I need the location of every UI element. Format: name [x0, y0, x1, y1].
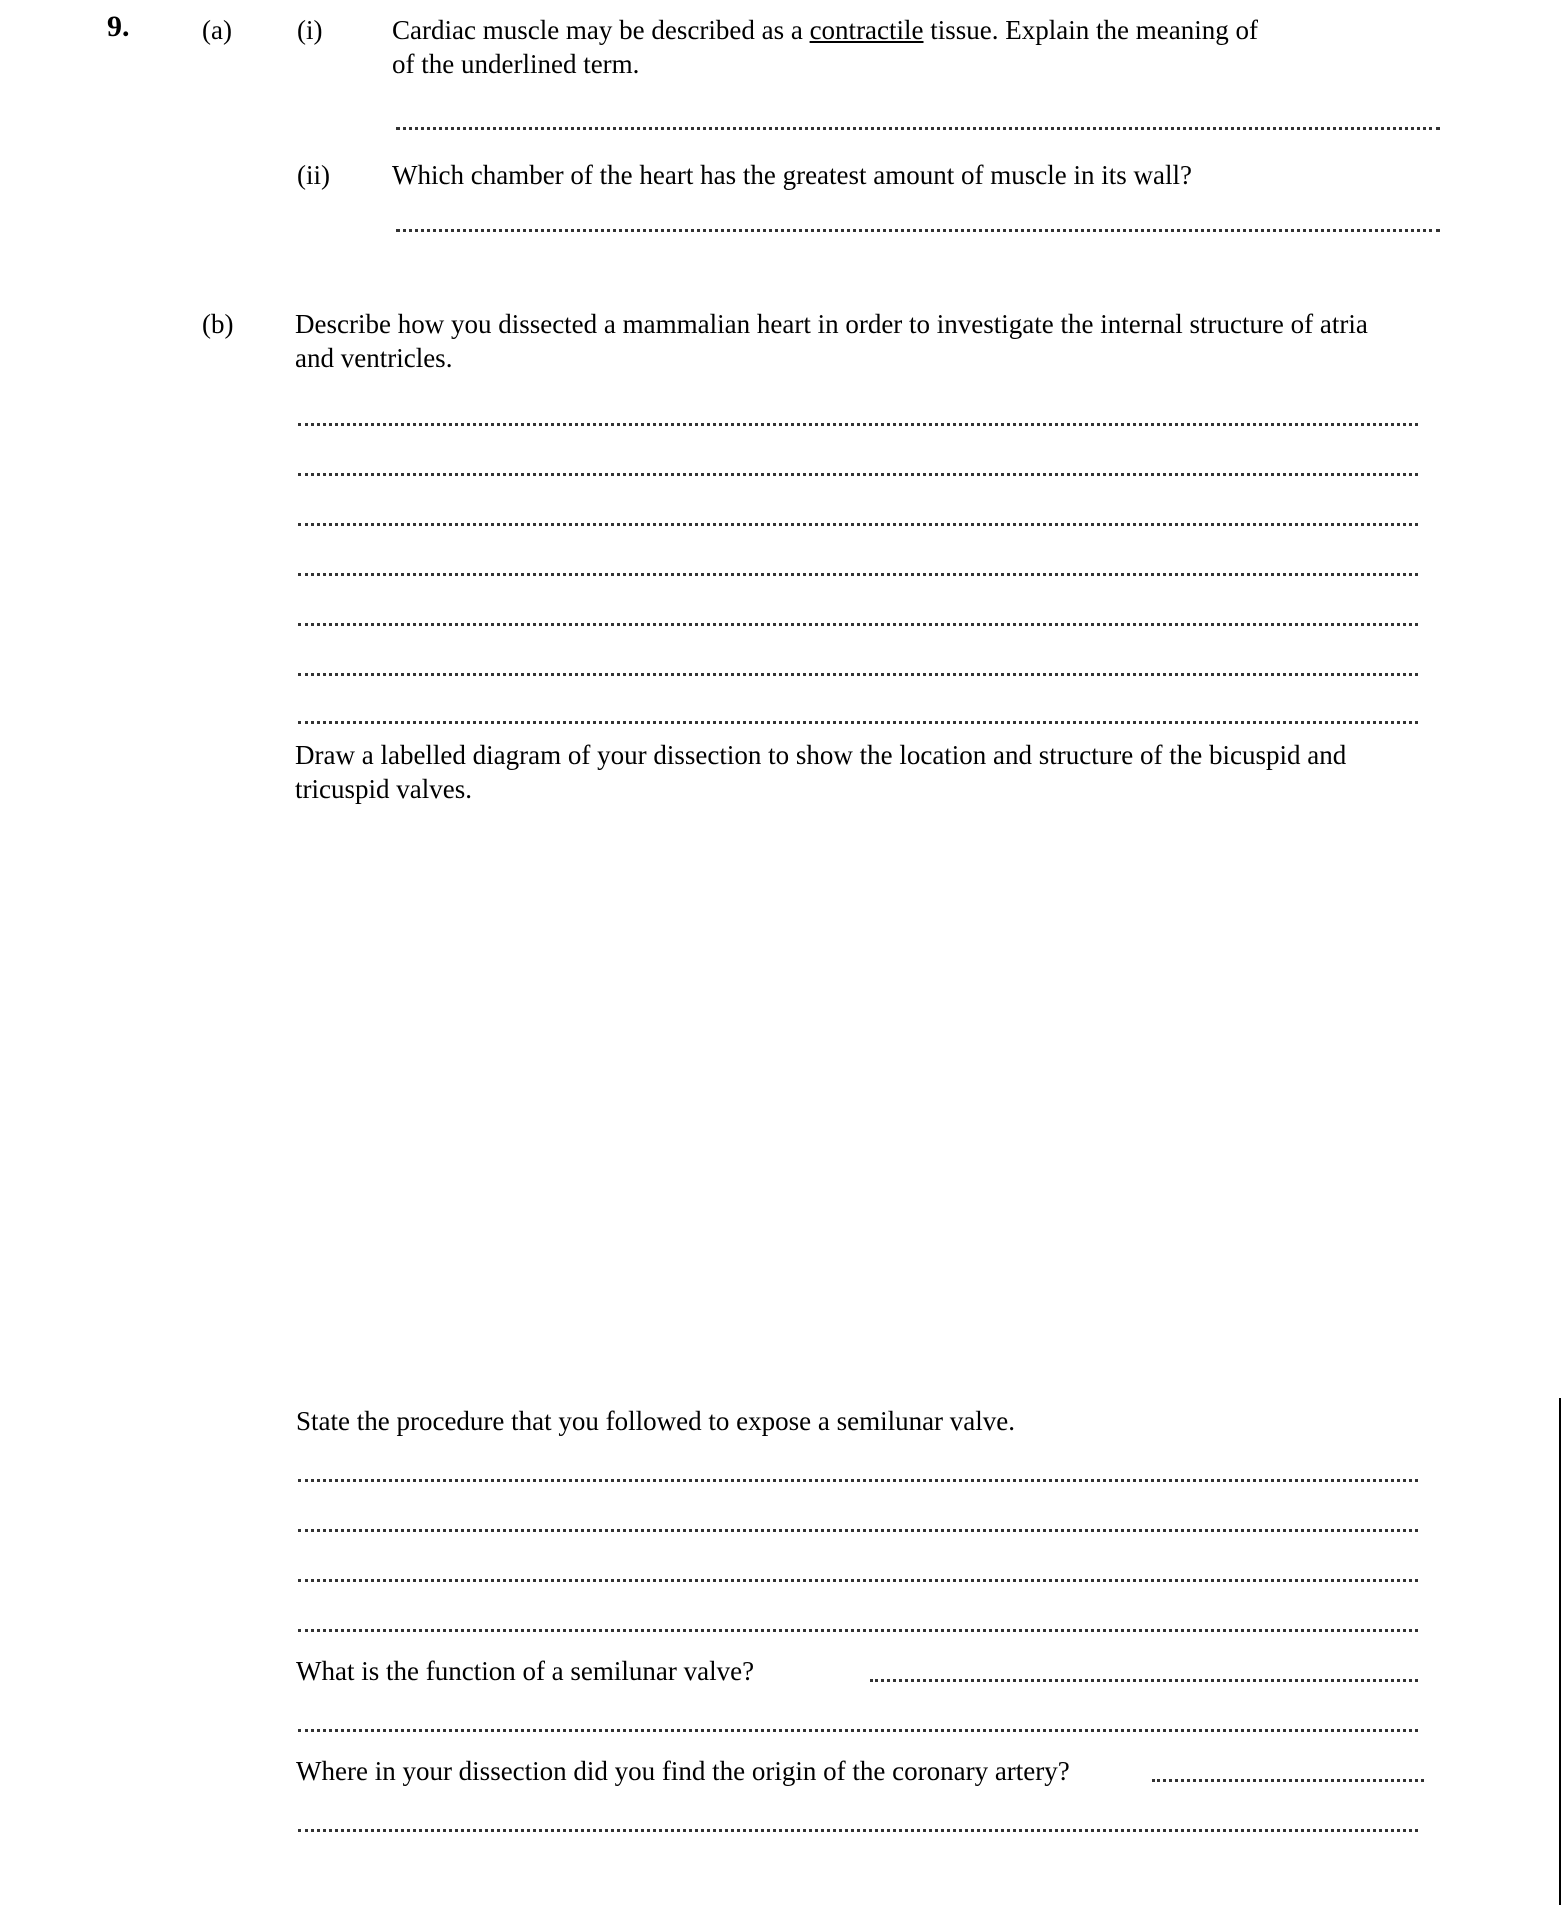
function-question: What is the function of a semilunar valve?: [296, 1656, 755, 1686]
answer-line-b-1[interactable]: [298, 423, 1418, 426]
answer-line-coronary-inline[interactable]: [1152, 1779, 1424, 1782]
describe-line2: and ventricles.: [295, 343, 453, 373]
answer-line-b-3[interactable]: [298, 523, 1418, 526]
answer-line-b-4[interactable]: [298, 573, 1418, 576]
question-a-ii-text: Which chamber of the heart has the greatest amount of muscle in its wall?: [392, 160, 1192, 190]
part-a-label: (a): [202, 15, 232, 45]
answer-line-a-ii[interactable]: [396, 229, 1440, 232]
subpart-ii-label: (ii): [297, 160, 330, 190]
answer-line-b-2[interactable]: [298, 473, 1418, 476]
answer-line-b-5[interactable]: [298, 623, 1418, 626]
answer-line-b-7[interactable]: [298, 721, 1418, 724]
procedure-question: State the procedure that you followed to expose a semilunar valve.: [296, 1406, 1016, 1436]
draw-line1: Draw a labelled diagram of your dissection to show the location and structure of the bicuspid and: [295, 740, 1347, 770]
question-a-i-text: [392, 13, 1258, 47]
part-b-label: (b): [202, 309, 234, 339]
question-a-i-before: Cardiac muscle may be described as a: [392, 15, 810, 45]
draw-line2: tricuspid valves.: [295, 774, 472, 804]
describe-line1: Describe how you dissected a mammalian heart in order to investigate the internal structure of atria: [295, 309, 1368, 339]
underlined-term: contractile: [809, 15, 924, 45]
page-edge-rule: [1559, 1398, 1561, 1905]
coronary-question: Where in your dissection did you find the origin of the coronary artery?: [296, 1756, 1070, 1786]
answer-line-function-2[interactable]: [298, 1729, 1418, 1732]
answer-line-a-i[interactable]: [396, 127, 1440, 130]
answer-line-procedure-2[interactable]: [298, 1529, 1418, 1532]
question-number: 9.: [107, 10, 130, 43]
answer-line-procedure-4[interactable]: [298, 1629, 1418, 1632]
subpart-i-label: (i): [297, 15, 323, 45]
answer-line-function-inline[interactable]: [870, 1679, 1418, 1682]
answer-line-procedure-1[interactable]: [298, 1479, 1418, 1482]
answer-line-procedure-3[interactable]: [298, 1579, 1418, 1582]
answer-line-coronary-2[interactable]: [298, 1829, 1418, 1832]
question-a-i-line2: of the underlined term.: [392, 49, 640, 79]
diagram-drawing-area[interactable]: [295, 820, 1415, 1380]
answer-line-b-6[interactable]: [298, 673, 1418, 676]
question-a-i-after: tissue. Explain the meaning of: [923, 15, 1258, 45]
